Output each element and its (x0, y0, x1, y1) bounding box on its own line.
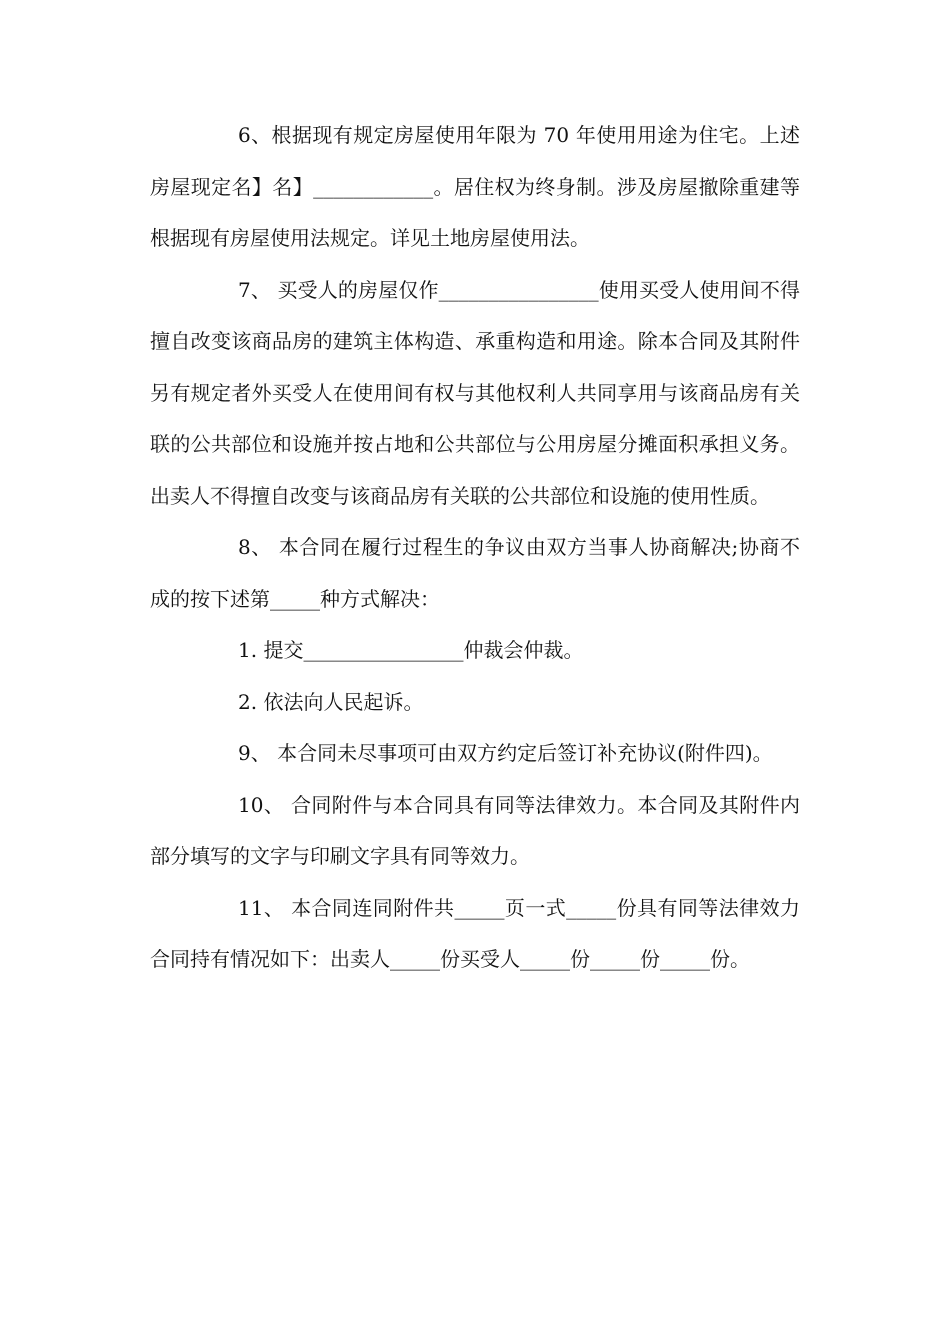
clause-7: 7、 买受人的房屋仅作________________使用买受人使用间不得擅自改变该商品房的建筑主体构造、承重构造和用途。除本合同及其附件另有规定者外买受人在使用间有权与其他权利人共同享用与该商品房有关联的公共部位和设施并按占地和公共部位与公用房屋分摊面积承担义务。出卖人不得擅自改变与该商品房有关联的公共部位和设施的使用性质。 (150, 277, 800, 508)
clause-11: 11、 本合同连同附件共_____页一式_____份具有同等法律效力合同持有情况如下：出卖人_____份买受人_____份_____份_____份。 (150, 895, 800, 971)
clause-8: 8、 本合同在履行过程生的争议由双方当事人协商解决;协商不成的按下述第_____种方式解决： (150, 535, 800, 611)
clause-8-option-1: 1. 提交________________仲裁会仲裁。 (238, 638, 584, 662)
document-body (150, 110, 800, 986)
clause-10: 10、 合同附件与本合同具有同等法律效力。本合同及其附件内 部分填写的文字与印刷文字具有同等效力。 (150, 792, 800, 868)
clause-6: 6、根据现有规定房屋使用年限为 70 年使用用途为住宅。上述房屋现定名】名】____________。居住权为终身制。涉及房屋撤除重建等根据现有房屋使用法规定。详见土地房屋使用法。 (150, 123, 800, 250)
clause-9: 9、 本合同未尽事项可由双方约定后签订补充协议(附件四)。 (238, 741, 773, 765)
clause-8-option-2: 2. 依法向人民起诉。 (238, 689, 424, 714)
